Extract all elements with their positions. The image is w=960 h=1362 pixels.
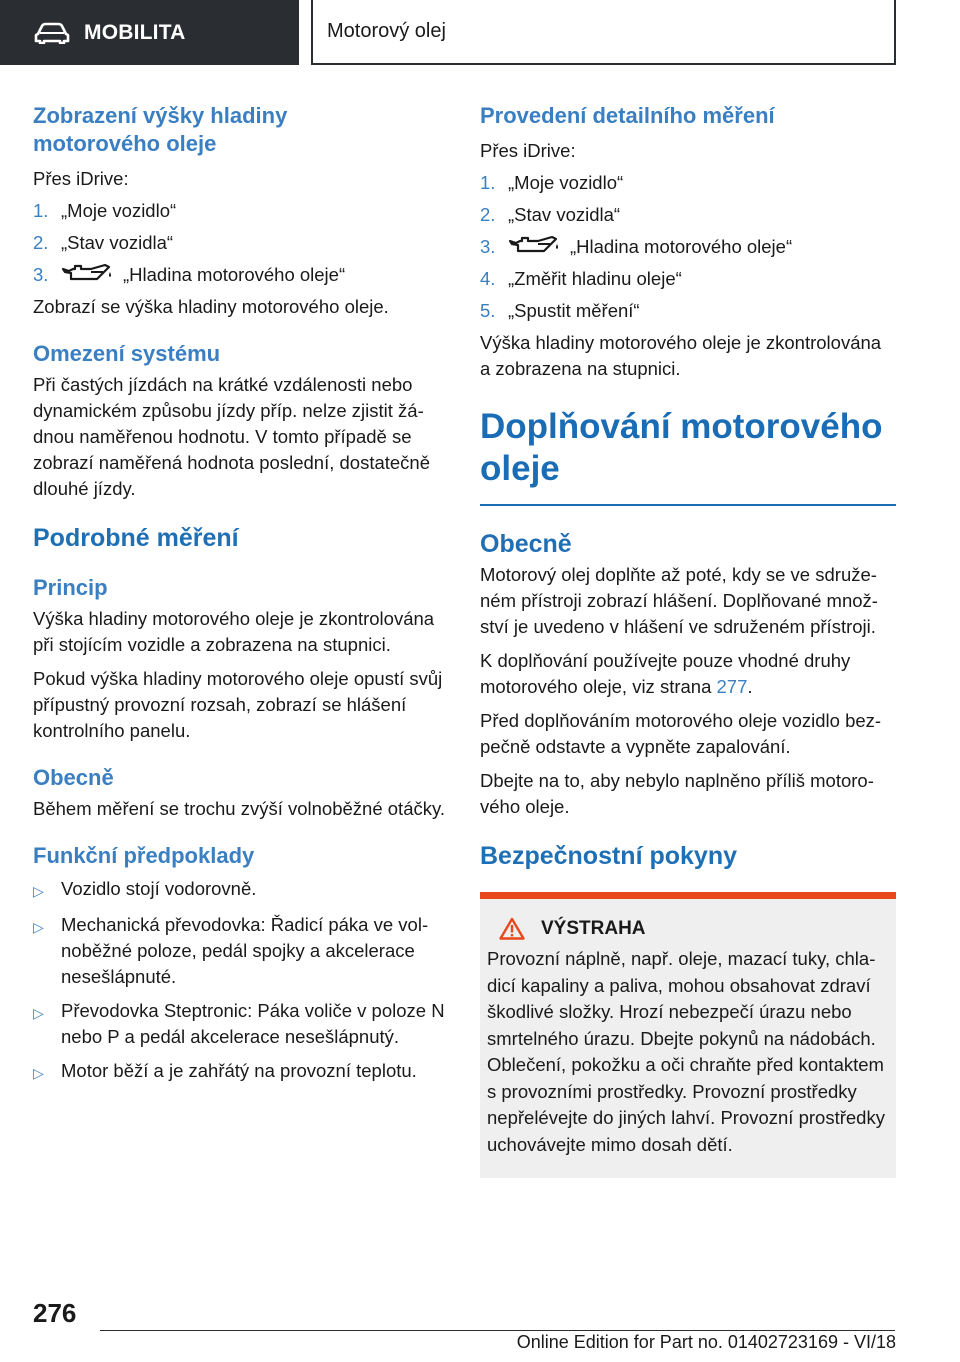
result-text: Zobrazí se výška hladiny motorového oleje. bbox=[33, 296, 389, 317]
car-icon bbox=[34, 22, 70, 44]
oil-can-icon bbox=[508, 235, 560, 257]
warning-triangle-icon bbox=[499, 917, 525, 940]
system-limits-text: Při častých jízdách na krátké vzdálenosti nebo dynamickém způsobu jízdy příp. nelze zjistit žádnou naměřenou hodnotu. V tomto případě se zobrazí naměřená hodnota poslední, dostatečně dlouhé jízdy. bbox=[33, 374, 431, 499]
list-item bbox=[480, 170, 896, 196]
heading-detailed-measurement: Podrobné měření bbox=[33, 524, 239, 552]
general-text-3: Před doplňováním motorového oleje vozidlo bezpečně odstavte a vypněte zapalování. bbox=[480, 710, 882, 757]
step-number: 5. bbox=[480, 300, 496, 321]
list-item-text: Převodovka Steptronic: Páka voliče v poloze N nebo P a pedál akcelerace nesešlápnutý. bbox=[61, 1000, 445, 1047]
general-text-2-b: . bbox=[747, 676, 753, 697]
step-number: 1. bbox=[480, 172, 496, 193]
list-item bbox=[480, 298, 896, 324]
section-label: MOBILITA bbox=[84, 20, 186, 44]
triangle-bullet-icon: ▷ bbox=[33, 883, 44, 899]
step-text: „Stav vozidla“ bbox=[61, 232, 174, 253]
heading-general: Obecně bbox=[33, 765, 114, 790]
page-link[interactable]: 277 bbox=[716, 676, 748, 697]
list-item bbox=[480, 234, 896, 260]
list-item bbox=[480, 266, 896, 292]
warning-text: Provozní náplně, např. oleje, mazací tuky, chladicí kapaliny a paliva, mohou obsahovat zdraví škodlivé složky. Hrozí nebezpečí úrazu nebo smrtelného úrazu. Dbejte pokynů na nádobách. Oblečení, pokožku a oči chraňte před kontaktem s provozními prostředky. Provozní prostředky nepřelévejte do jiných lahví. Provozní prostředky uchovávejte mimo dosah dětí. bbox=[487, 948, 885, 1155]
list-item bbox=[33, 876, 448, 904]
result-text: Výška hladiny motorového oleje je zkontrolována a zobrazena na stupnici. bbox=[480, 332, 882, 379]
warning-box bbox=[480, 892, 896, 1178]
heading-safety-notes: Bezpečnostní pokyny bbox=[480, 842, 737, 870]
general-text-4: Dbejte na to, aby nebylo naplněno příliš motorového oleje. bbox=[480, 770, 874, 817]
list-item bbox=[33, 912, 448, 990]
section-tab bbox=[0, 0, 299, 65]
step-text: „Hladina motorového oleje“ bbox=[570, 236, 793, 257]
principle-text-1: Výška hladiny motorového oleje je zkontrolována při stojícím vozidle a zobrazena na stupnici. bbox=[33, 608, 435, 655]
chapter-tab bbox=[311, 0, 896, 65]
idrive-intro: Přes iDrive: bbox=[33, 168, 129, 189]
step-text: „Spustit měření“ bbox=[508, 300, 640, 321]
page-number: 276 bbox=[33, 1298, 77, 1328]
heading-detailed-measurement-procedure: Provedení detailního měření bbox=[480, 103, 775, 128]
general-text-1: Motorový olej doplňte až poté, kdy se ve sdruženém přístroji zobrazí hlášení. Doplňované množství je uvedeno v hlášení ve sdruženém přístroji. bbox=[480, 564, 878, 637]
idrive-intro: Přes iDrive: bbox=[480, 140, 576, 161]
step-number: 2. bbox=[33, 232, 49, 253]
heading-general: Obecně bbox=[480, 530, 572, 558]
list-item bbox=[33, 198, 448, 224]
list-item bbox=[480, 202, 896, 228]
list-item bbox=[33, 1058, 448, 1086]
step-text: „Moje vozidlo“ bbox=[508, 172, 624, 193]
step-number: 2. bbox=[480, 204, 496, 225]
warning-title bbox=[487, 917, 888, 940]
heading-principle: Princip bbox=[33, 575, 108, 600]
heading-rule bbox=[480, 504, 896, 506]
list-item bbox=[33, 998, 448, 1050]
triangle-bullet-icon: ▷ bbox=[33, 1005, 44, 1021]
list-item-text: Mechanická převodovka: Řadicí páka ve volnoběžné poloze, pedál spojky a akcelerace nesešlápnuté. bbox=[61, 914, 429, 987]
general-text-2 bbox=[480, 648, 896, 700]
list-item bbox=[33, 230, 448, 256]
right-column bbox=[480, 102, 896, 1178]
steps-list bbox=[33, 198, 448, 288]
step-number: 3. bbox=[480, 236, 496, 257]
principle-text-2: Pokud výška hladiny motorového oleje opustí svůj přípustný provozní rozsah, zobrazí se hlášení kontrolního panelu. bbox=[33, 668, 443, 741]
steps-list bbox=[480, 170, 896, 324]
general-text: Během měření se trochu zvýší volnoběžné otáčky. bbox=[33, 798, 445, 819]
general-text-2-a: K doplňování používejte pouze vhodné druhy motorového oleje, viz strana bbox=[480, 650, 851, 697]
prerequisites-list bbox=[33, 876, 448, 1086]
triangle-bullet-icon: ▷ bbox=[33, 1065, 44, 1081]
heading-topping-up-oil: Doplňování motorového oleje bbox=[480, 407, 883, 488]
step-text: „Hladina motorového oleje“ bbox=[123, 264, 346, 285]
heading-oil-level-display: Zobrazení výšky hladiny motorového oleje bbox=[33, 103, 288, 156]
heading-prerequisites: Funkční předpoklady bbox=[33, 843, 255, 868]
step-number: 4. bbox=[480, 268, 496, 289]
step-text: „Stav vozidla“ bbox=[508, 204, 621, 225]
step-number: 1. bbox=[33, 200, 49, 221]
step-number: 3. bbox=[33, 264, 49, 285]
list-item-text: Vozidlo stojí vodorovně. bbox=[61, 878, 257, 899]
list-item bbox=[33, 262, 448, 288]
footer-rule bbox=[100, 1330, 895, 1331]
warning-title-text: VÝSTRAHA bbox=[541, 917, 646, 939]
list-item-text: Motor běží a je zahřátý na provozní teplotu. bbox=[61, 1060, 417, 1081]
step-text: „Moje vozidlo“ bbox=[61, 200, 177, 221]
oil-can-icon bbox=[61, 263, 113, 285]
step-text: „Změřit hladinu oleje“ bbox=[508, 268, 682, 289]
heading-system-limits: Omezení systému bbox=[33, 341, 221, 366]
chapter-title: Motorový olej bbox=[327, 20, 446, 42]
warning-bar bbox=[480, 892, 896, 899]
left-column bbox=[33, 102, 448, 1086]
edition-text: Online Edition for Part no. 01402723169 - VI/18 bbox=[516, 1332, 896, 1352]
triangle-bullet-icon: ▷ bbox=[33, 919, 44, 935]
